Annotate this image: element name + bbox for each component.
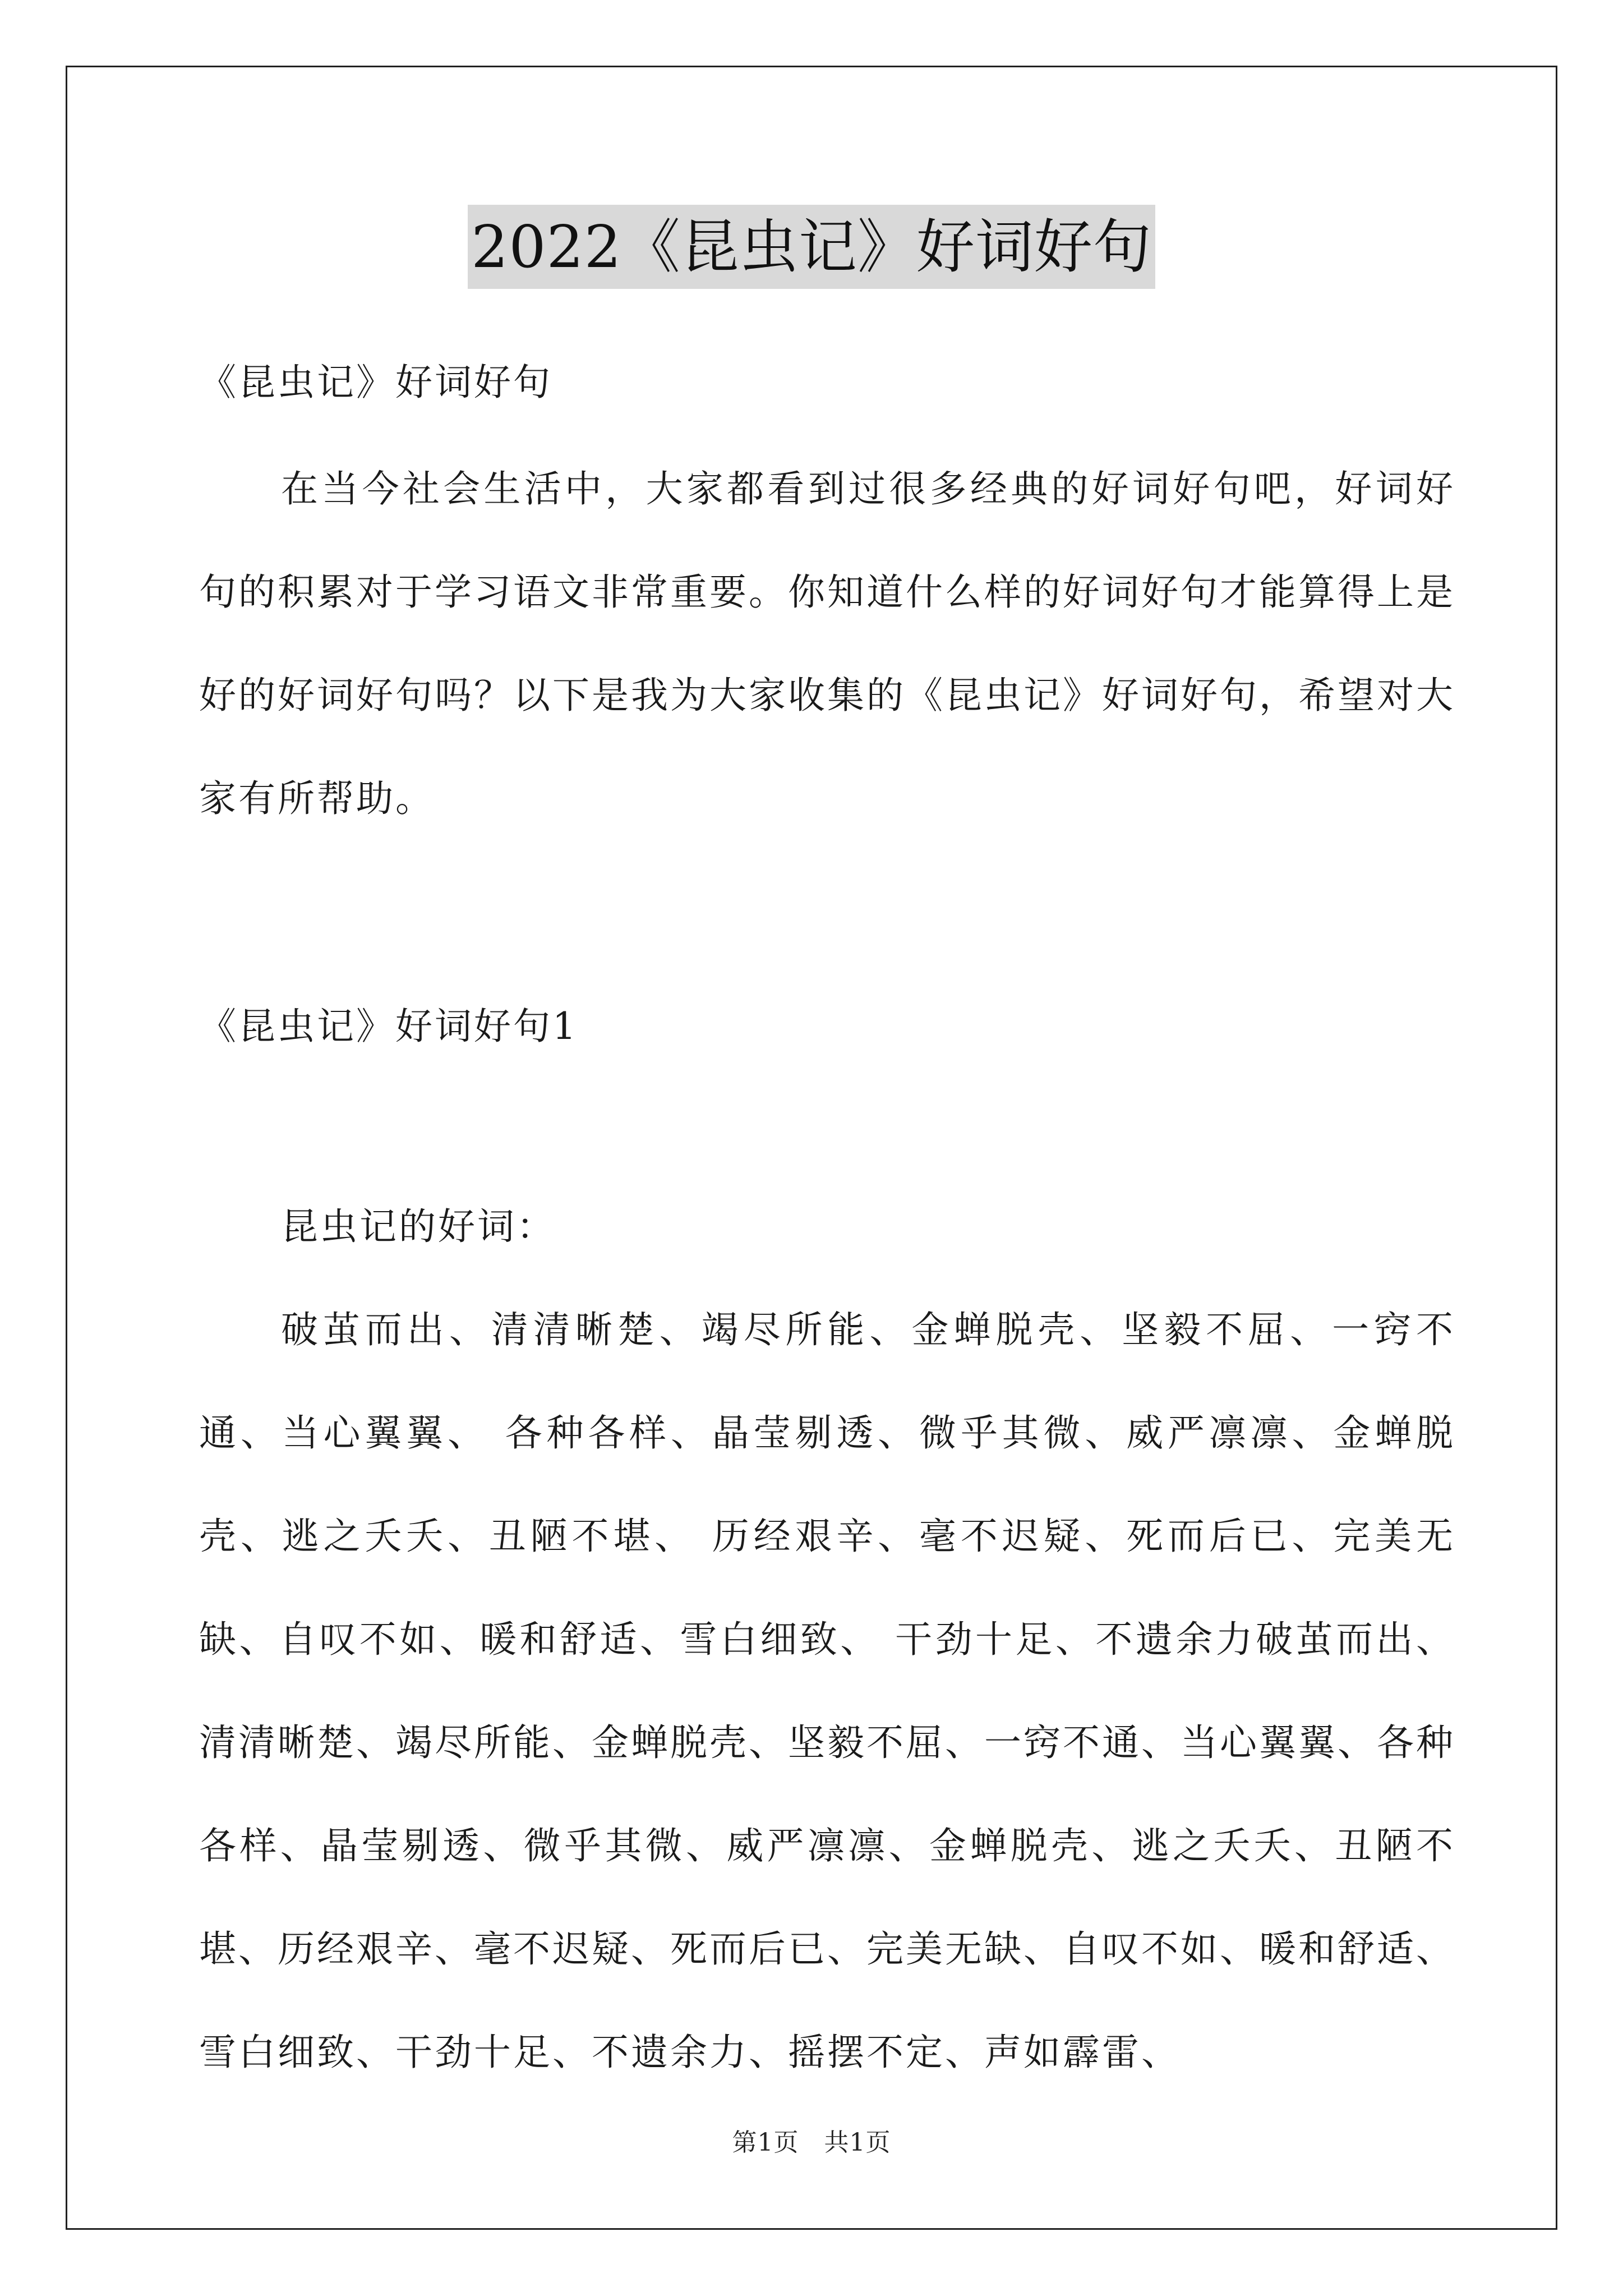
words-list: 破茧而出、清清晰楚、竭尽所能、金蝉脱壳、坚毅不屈、一窍不通、当心翼翼、 各种各样、晶莹剔透、微乎其微、威严凛凛、金蝉脱壳、逃之夭夭、丑陋不堪、 历经艰辛、毫不迟疑、死而后已、完美无缺、自叹不如、暖和舒适、雪白细致、 干劲十足、不遗余力破茧而出、清清晰楚、竭尽所能、金蝉脱壳、坚毅不屈、一窍不通、当心翼翼、各种各样、晶莹剔透、微乎其微、威严凛凛、金蝉脱壳、逃之夭夭、丑陋不堪、历经艰辛、毫不迟疑、死而后已、完美无缺、自叹不如、暖和舒适、雪白细致、干劲十足、不遗余力、摇摆不定、声如霹雷、 — [199, 1308, 1455, 2074]
subtitle-block — [199, 349, 1455, 416]
document-title: 2022《昆虫记》好词好句 — [468, 205, 1155, 289]
section-heading-block — [199, 993, 1455, 1060]
section-heading: 《昆虫记》好词好句1 — [199, 1005, 578, 1048]
title-container — [0, 205, 1623, 289]
document-subtitle: 《昆虫记》好词好句 — [199, 361, 552, 404]
words-label: 昆虫记的好词： — [281, 1205, 556, 1248]
words-block — [199, 1175, 1455, 2104]
intro-paragraph: 在当今社会生活中，大家都看到过很多经典的好词好句吧，好词好句的积累对于学习语文非常重要。你知道什么样的好词好句才能算得上是好的好词好句吗？以下是我为大家收集的《昆虫记》好词好句，希望对大家有所帮助。 — [199, 467, 1455, 820]
page-footer: 第1页 共1页 — [732, 2128, 891, 2157]
intro-block — [199, 438, 1455, 850]
